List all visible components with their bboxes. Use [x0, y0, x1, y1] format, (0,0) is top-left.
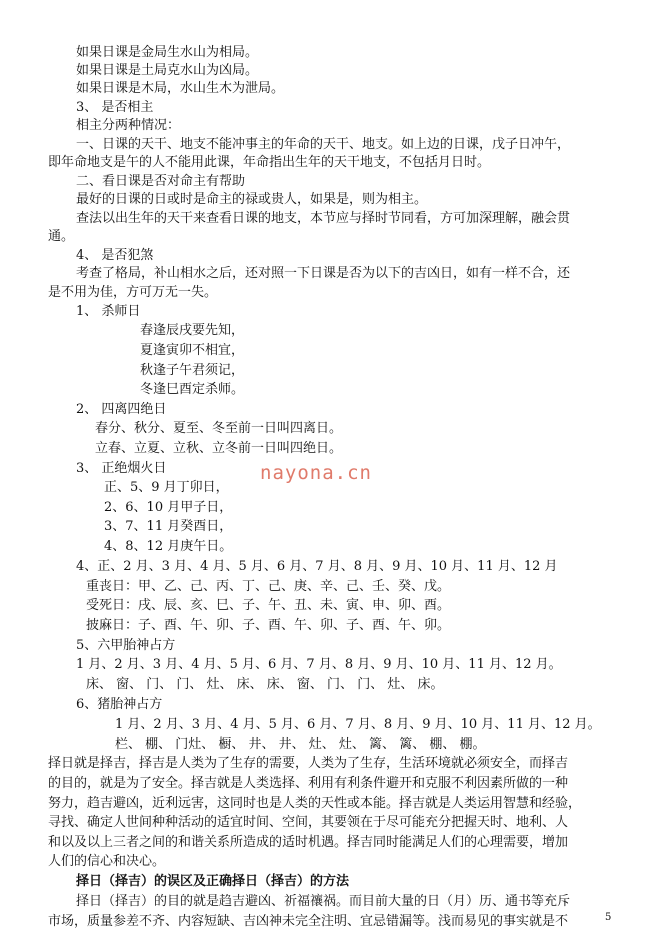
text-line: 春分、秋分、夏至、冬至前一日叫四离日。: [95, 421, 343, 436]
text-line: 考查了格局，补山相水之后，还对照一下日课是否为以下的吉凶日，如有一样不合，还: [76, 266, 571, 281]
text-line: 是不用为佳，方可万无一失。: [48, 285, 218, 300]
text-line: 最好的日课的日或时是命主的禄或贵人，如果是，则为相主。: [76, 192, 428, 207]
text-line: 秋逢子午君须记，: [140, 363, 245, 378]
text-line: 查法以出生年的天干来查看日课的地支，本节应与择时节同看，方可加深理解，融会贯: [76, 211, 571, 226]
text-line: 相主分两种情况：: [76, 118, 181, 133]
text-line: 和以及以上三者之间的和谐关系所造成的适时机遇。择吉同时能满足人们的心理需要，增加: [48, 835, 569, 850]
text-line: 3、 正绝烟火日: [76, 461, 167, 476]
text-line: 1 月、2 月、3 月、4 月、5 月、6 月、7 月、8 月、9 月、10 月、11 月、12 月。: [115, 717, 601, 732]
text-line: 4、 是否犯煞: [76, 248, 154, 263]
text-line: 正、5、9 月丁卯日，: [104, 480, 229, 495]
section-heading: 择日（择吉）的误区及正确择日（择吉）的方法: [76, 874, 350, 889]
text-line: 择日就是择吉，择吉是人类为了生存的需要，人类为了生存，生活环境就必须安全，而择吉: [48, 756, 569, 771]
text-line: 人们的信心和决心。: [48, 854, 166, 869]
text-line: 1、 杀师日: [76, 304, 141, 319]
text-line: 如果日课是土局克水山为凶局。: [76, 63, 259, 78]
watermark: nayona.cn: [260, 462, 372, 484]
text-line: 即年命地支是午的人不能用此课，年命指出生年的天干地支，不包括月日时。: [48, 155, 491, 170]
text-line: 5、六甲胎神占方: [76, 638, 176, 653]
text-line: 4、8、12 月庚午日。: [104, 539, 233, 554]
text-line: 夏逢寅卯不相宜，: [140, 343, 245, 358]
text-line: 通。: [48, 229, 75, 244]
text-line: 的目的，就是为了安全。择吉就是人类选择、利用有利条件避开和克服不利因素所做的一种: [48, 776, 569, 791]
text-line: 寻找、确定人世间种种活动的适宜时间、空间，其要领在于尽可能充分把握天时、地利、人: [48, 815, 569, 830]
text-line: 重丧日：甲、乙、己、丙、丁、己、庚、辛、己、壬、癸、戊。: [86, 579, 451, 594]
text-line: 冬逢巳酉定杀师。: [140, 382, 245, 397]
text-line: 4、正、2 月、3 月、4 月、5 月、6 月、7 月、8 月、9 月、10 月、11 月、12 月: [76, 559, 558, 574]
text-line: 床、 窗、 门、 门、 灶、 床、 床、 窗、 门、 门、 灶、 床。: [86, 677, 444, 692]
text-line: 6、猪胎神占方: [76, 697, 163, 712]
text-line: 披麻日：子、酉、午、卯、子、酉、午、卯、子、酉、午、卯。: [86, 618, 451, 633]
text-line: 努力，趋吉避凶，近利远害，这同时也是人类的天性或本能。择吉就是人类运用智慧和经验，: [48, 796, 582, 811]
text-line: 2、 四离四绝日: [76, 402, 167, 417]
text-line: 择日（择吉）的目的就是趋吉避凶、祈福禳祸。而目前大量的日（月）历、通书等充斥: [76, 894, 571, 909]
text-line: 栏、 棚、 门灶、 橱、 井、 井、 灶、 灶、 篱、 篱、 棚、 棚。: [115, 737, 486, 752]
text-line: 一、日课的天干、地支不能冲事主的年命的天干、地支。如上边的日课，戊子日冲午，: [76, 137, 571, 152]
text-line: 如果日课是木局，水山生木为泄局。: [76, 81, 285, 96]
text-line: 二、看日课是否对命主有帮助: [76, 174, 246, 189]
text-line: 春逢辰戌要先知，: [140, 323, 245, 338]
text-line: 3、 是否相主: [76, 100, 154, 115]
text-line: 如果日课是金局生水山为相局。: [76, 45, 259, 60]
text-line: 2、6、10 月甲子日，: [104, 500, 233, 515]
page-number: 5: [605, 912, 612, 923]
text-line: 受死日：戌、辰、亥、巳、子、午、丑、未、寅、申、卯、酉。: [86, 598, 451, 613]
text-line: 立春、立夏、立秋、立冬前一日叫四绝日。: [95, 441, 343, 456]
text-line: 3、7、11 月癸酉日，: [104, 519, 233, 534]
text-line: 市场，质量参差不齐、内容短缺、吉凶神未完全注明、宜忌错漏等。浅而易见的事实就是不: [48, 914, 569, 929]
text-line: 1 月、2 月、3 月、4 月、5 月、6 月、7 月、8 月、9 月、10 月、11 月、12 月。: [76, 657, 562, 672]
